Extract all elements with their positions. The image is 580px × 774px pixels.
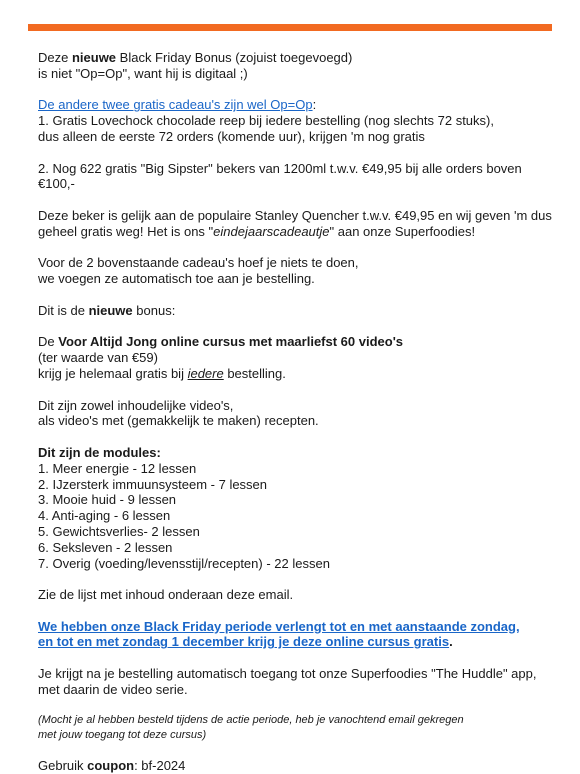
intro-new-emphasis: nieuwe <box>71 50 117 65</box>
module-item: 5. Gewichtsverlies- 2 lessen <box>38 523 200 539</box>
auto-line-1: Voor de 2 bovenstaande cadeau's hoef je niets te doen, <box>38 255 359 271</box>
gift-1-line-1: 1. Gratis Lovechock chocolade reep bij iedere bestelling (nog slechts 72 stuks), <box>38 113 494 129</box>
gift-2: 2. Nog 622 gratis "Big Sipster" bekers van 1200ml t.w.v. €49,95 bij alle orders boven €100,- <box>38 160 522 192</box>
intro-line-1: Deze nieuwe Black Friday Bonus (zojuist toegevoegd) <box>38 50 353 65</box>
note-line-2: met jouw toegang tot deze cursus) <box>38 728 207 741</box>
access-line-1: Je krijgt na je bestelling automatisch toegang tot onze Superfoodies "The Huddle" app, <box>38 666 537 682</box>
extended-link-2[interactable]: en tot en met zondag 1 december krijg je deze online cursus gratis <box>38 634 450 650</box>
auto-line-2: we voegen ze automatisch toe aan je bestelling. <box>38 271 315 287</box>
extended-line-1 <box>38 619 553 635</box>
module-item: 2. IJzersterk immuunsysteem - 7 lessen <box>38 476 268 492</box>
modules-list <box>38 461 553 572</box>
intro-line-2: is niet "Op=Op", want hij is digitaal ;) <box>38 65 248 81</box>
module-item: 3. Mooie huid - 9 lessen <box>38 492 177 508</box>
course-free-line: krijg je helemaal gratis bij iedere bestelling. <box>38 365 286 381</box>
cup-line-1: Deze beker is gelijk aan de populaire Stanley Quencher t.w.v. €49,95 en wij geven 'm dus <box>38 207 552 223</box>
list-note: Zie de lijst met inhoud onderaan deze email. <box>38 587 294 603</box>
extended-line-2: en tot en met zondag 1 december krijg je deze online cursus gratis. <box>38 634 453 650</box>
course-title: De Voor Altijd Jong online cursus met maarliefst 60 video's <box>38 334 404 350</box>
note-line-1: (Mocht je al hebben besteld tijdens de actie periode, heb je vanochtend email gekregen <box>38 714 464 727</box>
coupon-line: Gebruik coupon: bf-2024 <box>38 758 186 774</box>
other-gifts-heading: De andere twee gratis cadeau's zijn wel Op=Op: <box>38 97 317 113</box>
extended-link-1[interactable]: We hebben onze Black Friday periode verlengt tot en met aanstaande zondag, <box>38 618 520 634</box>
other-gifts-link[interactable]: De andere twee gratis cadeau's zijn wel Op=Op <box>38 97 313 113</box>
module-item: 1. Meer energie - 12 lessen <box>38 460 197 476</box>
videos-line-1: Dit zijn zowel inhoudelijke video's, <box>38 397 234 413</box>
cup-line-2: geheel gratis weg! Het is ons "eindejaarscadeautje" aan onze Superfoodies! <box>38 223 476 239</box>
modules-title: Dit zijn de modules: <box>38 444 161 460</box>
module-item: 7. Overig (voeding/levensstijl/recepten) - 22 lessen <box>38 555 330 571</box>
gift-1-line-2: dus alleen de eerste 72 orders (komende uur), krijgen 'm nog gratis <box>38 128 425 144</box>
module-item: 6. Seksleven - 2 lessen <box>38 539 173 555</box>
accent-bar <box>28 24 552 31</box>
new-bonus-line: Dit is de nieuwe bonus: <box>38 302 176 318</box>
module-item: 4. Anti-aging - 6 lessen <box>38 508 171 524</box>
access-line-2: met daarin de video serie. <box>38 681 188 697</box>
videos-line-2: als video's met (gemakkelijk te maken) recepten. <box>38 413 319 429</box>
course-value: (ter waarde van €59) <box>38 350 158 366</box>
email-body <box>38 50 553 774</box>
